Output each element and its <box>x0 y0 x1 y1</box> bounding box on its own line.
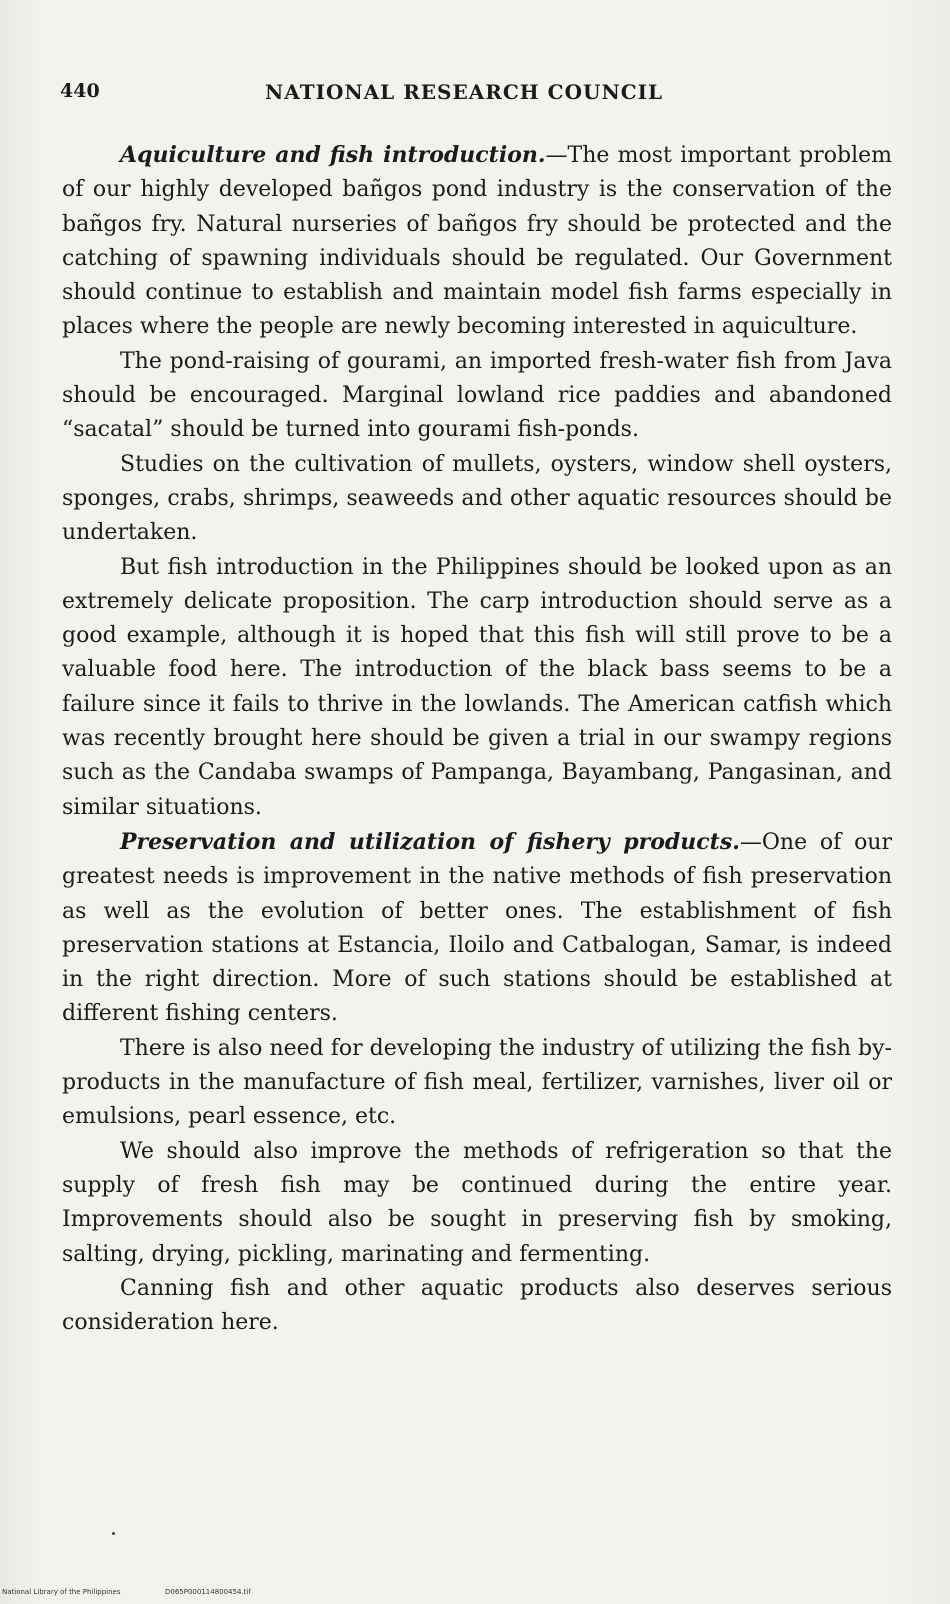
paragraph <box>62 345 892 448</box>
paragraph-text: There is also need for developing the industry of utilizing the fish by-products in the manufacture of fish meal, fertilizer, varnishes, liver oil or emulsions, pearl essence, etc. <box>62 1035 892 1130</box>
paragraph-text: —The most important problem of our highly developed bañgos pond industry is the conservation of the bañgos fry. Natural nurseries of bañgos fry should be protected and the catching of spawning individuals should be regulated. Our Government should continue to establish and maintain model fish farms especially in places where the people are newly becoming interested in aquiculture. <box>62 143 892 340</box>
running-title: NATIONAL RESEARCH COUNCIL <box>265 80 664 104</box>
paragraph-text: We should also improve the methods of refrigeration so that the supply of fresh fish may be continued during the entire year. Improvements should also be sought in preserving fish by smoking, salting, drying, pickling, marinating and fermenting. <box>62 1138 892 1267</box>
paragraph-text: The pond-raising of gourami, an imported fresh-water fish from Java should be encouraged. Marginal lowland rice paddies and abandoned “sacatal” should be turned into gourami fish-ponds. <box>62 348 892 443</box>
paragraph-text: Studies on the cultivation of mullets, oysters, window shell oysters, sponges, crabs, shrimps, seaweeds and other aquatic resources should be undertaken. <box>62 451 892 546</box>
paragraph <box>62 1272 892 1341</box>
section-heading: Preservation and utilization of fishery products. <box>120 828 740 855</box>
paragraph-text: Canning fish and other aquatic products also deserves serious consideration here. <box>62 1275 892 1336</box>
paragraph <box>62 551 892 825</box>
section-heading: Aquiculture and fish introduction. <box>120 142 546 168</box>
paragraph <box>62 1135 892 1272</box>
running-head <box>60 80 900 110</box>
paragraph <box>62 138 892 345</box>
page-number: 440 <box>60 80 100 102</box>
scan-speck <box>112 1532 115 1535</box>
paragraph <box>62 825 892 1032</box>
paragraph <box>62 448 892 551</box>
paragraph-text: But fish introduction in the Philippines should be looked upon as an extremely delicate proposition. The carp introduction should serve as a good example, although it is hoped that this fish will still prove to be a valuable food here. The introduction of the black bass seems to be a failure since it fails to thrive in the lowlands. The American catfish which was recently brought here should be given a trial in our swampy regions such as the Candaba swamps of Pampanga, Bayambang, Pangasinan, and similar situations. <box>62 554 892 820</box>
body-text <box>62 138 892 1340</box>
footer-code: D065P000114800454.tif <box>165 1588 251 1596</box>
paragraph-text: —One of our greatest needs is improvement in the native methods of fish preservation as well as the evolution of better ones. The establishment of fish preservation stations at Estancia, Iloilo and Catbalogan, Samar, is indeed in the right direction. More of such stations should be established at different fishing centers. <box>62 829 892 1027</box>
footer-library: National Library of the Philippines <box>2 1588 121 1596</box>
paragraph <box>62 1032 892 1135</box>
